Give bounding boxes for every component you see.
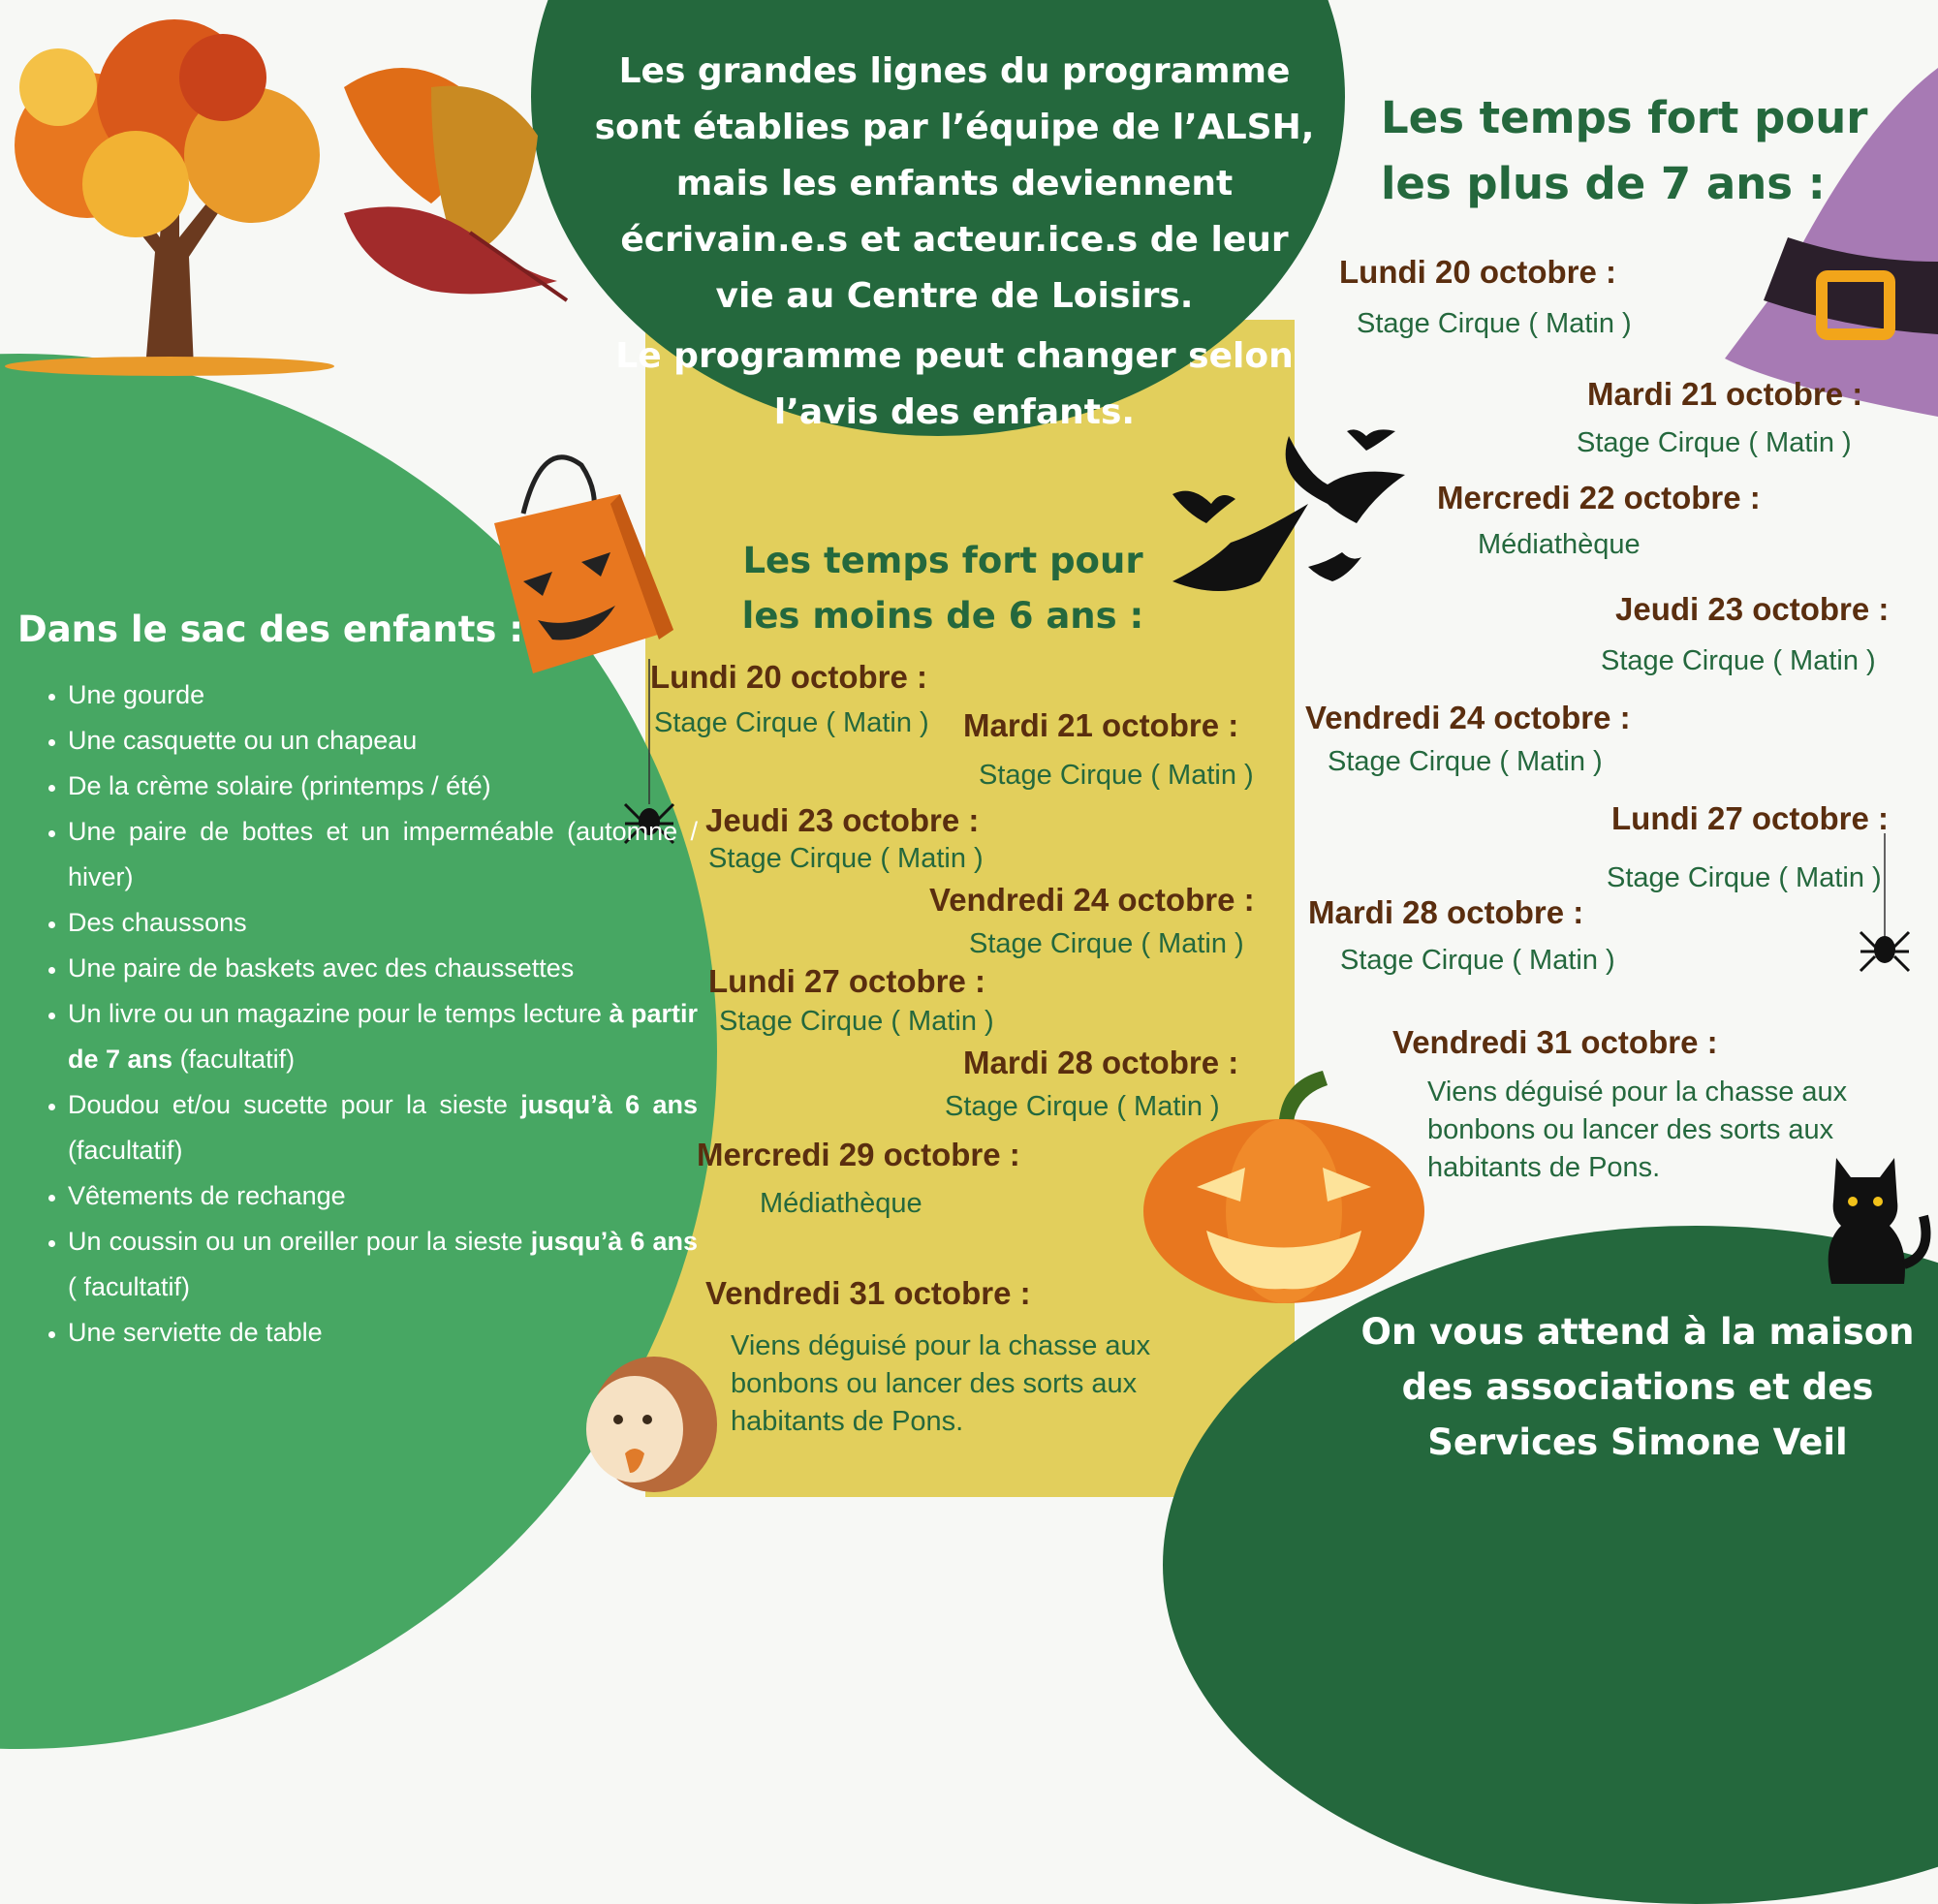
younger-activity-5: Stage Cirque ( Matin ) — [719, 1006, 994, 1037]
older-activity-2: Stage Cirque ( Matin ) — [1577, 427, 1852, 458]
younger-day-2: Mardi 21 octobre : — [963, 707, 1239, 743]
older-day-6: Lundi 27 octobre : — [1611, 800, 1890, 836]
list-item: • Des chaussons — [68, 900, 698, 946]
list-item: • Doudou et/ou sucette pour la sieste jusqu’à 6 ans (facultatif) — [68, 1082, 698, 1173]
spider-icon — [1856, 833, 1914, 988]
younger-day-7: Mercredi 29 octobre : — [697, 1137, 1020, 1172]
older-day-8: Vendredi 31 octobre : — [1392, 1024, 1718, 1060]
list-item: • Un livre ou un magazine pour le temps lecture à partir de 7 ans (facultatif) — [68, 991, 698, 1082]
list-item: • Une paire de bottes et un imperméable (automne / hiver) — [68, 809, 698, 900]
younger-activity-6: Stage Cirque ( Matin ) — [945, 1091, 1220, 1122]
younger-day-4: Vendredi 24 octobre : — [929, 882, 1255, 918]
list-item: • Vêtements de rechange — [68, 1173, 698, 1219]
older-activity-4: Stage Cirque ( Matin ) — [1601, 645, 1876, 676]
older-day-7: Mardi 28 octobre : — [1308, 894, 1584, 930]
intro-text: Les grandes lignes du programme sont établies par l’équipe de l’ALSH, mais les enfants deviennent écrivain.e.s et acteur.ice.s de leur vie au Centre de Loisirs. Le programme peut changer selon l’avis des enfants. — [594, 51, 1315, 432]
older-day-5: Vendredi 24 octobre : — [1305, 700, 1631, 735]
older-activity-7: Stage Cirque ( Matin ) — [1340, 945, 1615, 976]
hedgehog-icon — [572, 1337, 717, 1497]
younger-day-3: Jeudi 23 octobre : — [705, 802, 980, 838]
autumn-leaves-icon — [325, 48, 577, 310]
older-day-1: Lundi 20 octobre : — [1339, 254, 1617, 290]
older-activity-3: Médiathèque — [1478, 529, 1641, 560]
younger-activity-3: Stage Cirque ( Matin ) — [708, 843, 984, 874]
jack-o-lantern-icon — [1139, 1061, 1429, 1303]
younger-day-8: Vendredi 31 octobre : — [705, 1275, 1031, 1311]
autumn-tree-icon — [0, 19, 339, 378]
older-activity-6: Stage Cirque ( Matin ) — [1607, 862, 1882, 893]
closing-message: On vous attend à la maison des associations et des Services Simone Veil — [1360, 1311, 1915, 1463]
younger-day-6: Mardi 28 octobre : — [963, 1045, 1239, 1080]
older-heading: Les temps fort pour les plus de 7 ans : — [1381, 92, 1868, 209]
older-day-2: Mardi 21 octobre : — [1587, 376, 1863, 412]
older-activity-1: Stage Cirque ( Matin ) — [1357, 308, 1632, 339]
younger-activity-2: Stage Cirque ( Matin ) — [979, 760, 1254, 791]
younger-activity-1: Stage Cirque ( Matin ) — [654, 707, 929, 738]
older-day-3: Mercredi 22 octobre : — [1437, 480, 1761, 515]
younger-activity-7: Médiathèque — [760, 1188, 922, 1219]
younger-day-5: Lundi 27 octobre : — [708, 963, 986, 999]
younger-activity-4: Stage Cirque ( Matin ) — [969, 928, 1244, 959]
list-item: • Une paire de baskets avec des chaussettes — [68, 946, 698, 991]
black-cat-icon — [1812, 1148, 1938, 1294]
list-item: • Un coussin ou un oreiller pour la sieste jusqu’à 6 ans ( facultatif) — [68, 1219, 698, 1310]
list-item: • De la crème solaire (printemps / été) — [68, 764, 698, 809]
older-activity-5: Stage Cirque ( Matin ) — [1328, 746, 1603, 777]
list-item: • Une gourde — [68, 672, 698, 718]
older-day-4: Jeudi 23 octobre : — [1615, 591, 1890, 627]
bats-icon — [1163, 417, 1454, 620]
younger-day-1: Lundi 20 octobre : — [650, 659, 928, 695]
younger-heading: Les temps fort pour les moins de 6 ans : — [741, 540, 1144, 637]
younger-activity-8: Viens déguisé pour la chasse aux bonbons ou lancer des sorts aux habitants de Pons. — [731, 1330, 1151, 1437]
bag-list — [29, 672, 698, 1356]
bag-title: Dans le sac des enfants : — [17, 609, 524, 650]
list-item: • Une casquette ou un chapeau — [68, 718, 698, 764]
older-activity-8: Viens déguisé pour la chasse aux bonbons ou lancer des sorts aux habitants de Pons. — [1427, 1077, 1848, 1183]
list-item: • Une serviette de table — [68, 1310, 698, 1356]
